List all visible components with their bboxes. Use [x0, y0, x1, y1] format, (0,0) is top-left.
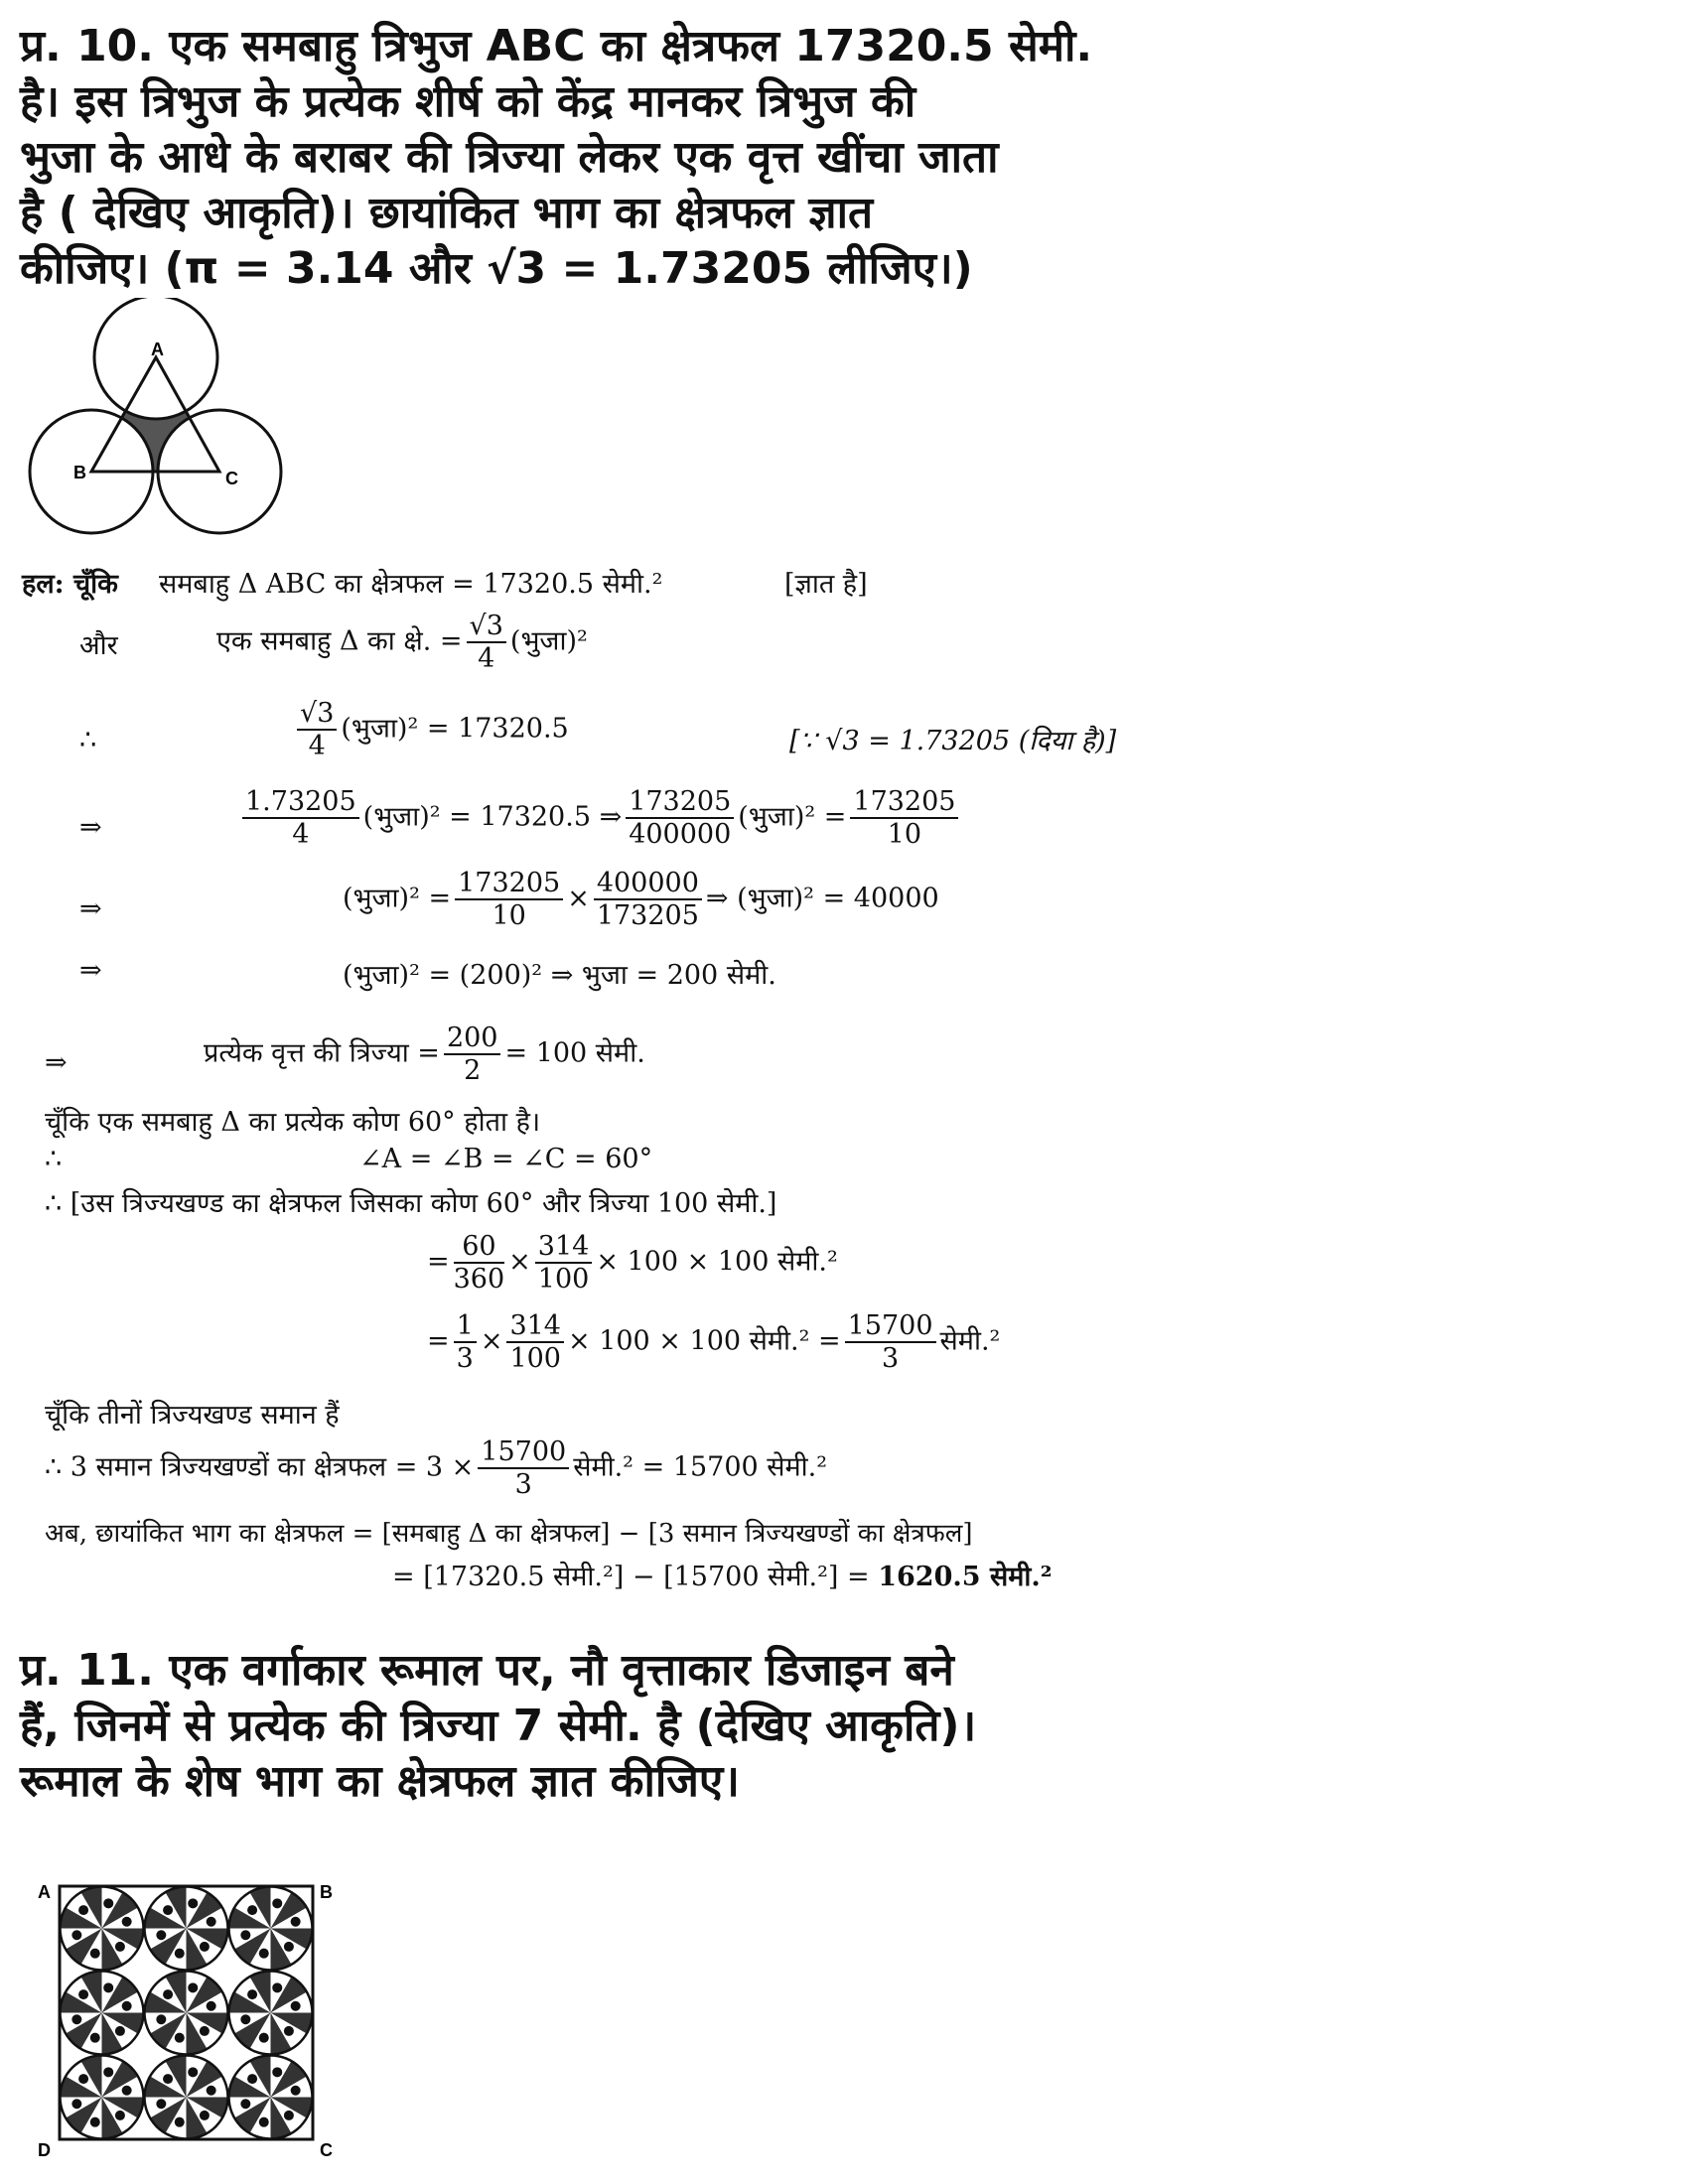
design-dot [240, 2014, 250, 2024]
fraction-denominator: 10 [492, 900, 526, 932]
times-sign: × [480, 1325, 503, 1357]
sol-l11-text: × 100 × 100 सेमी.² [596, 1246, 838, 1278]
design-dot [240, 1930, 250, 1940]
sol-l14-expr [45, 1436, 827, 1500]
design-dot [122, 2086, 132, 2096]
sol-l7-expr [204, 1023, 645, 1086]
circular-design [229, 2056, 313, 2139]
design-dot [188, 1982, 198, 1992]
times-sign: × [567, 883, 590, 914]
vertex-label-b: B [73, 463, 86, 482]
sol-l6-text: (भुजा)² = (200)² ⇒ भुजा = 200 सेमी. [343, 960, 776, 991]
design-dot [247, 1989, 257, 1999]
sol-l2-side: (भुजा)² [509, 625, 588, 657]
fraction-denominator: 100 [537, 1264, 590, 1296]
corner-label-c: C [320, 2140, 333, 2160]
q10-line-4: है ( देखिए आकृति)। छायांकित भाग का क्षेत्रफल ज्ञात [20, 188, 874, 238]
q10-line-1: प्र. 10. एक समबाहु त्रिभुज ABC का क्षेत्रफल 17320.5 सेमी. [20, 21, 1093, 71]
sol-l7-text-2: = 100 सेमी. [504, 1037, 645, 1069]
fraction-denominator: 3 [514, 1469, 532, 1501]
equals-sign: = [427, 1246, 450, 1278]
sol-l2-expr [216, 611, 588, 674]
design-dot [200, 1942, 210, 1952]
design-dot [156, 2014, 166, 2024]
fraction-denominator: 100 [509, 1343, 561, 1375]
design-dot [103, 2067, 113, 2077]
circular-design [145, 1972, 228, 2055]
circular-design [229, 1887, 313, 1971]
design-dot [259, 2033, 269, 2043]
design-dot [207, 1917, 216, 1927]
design-dot [188, 1898, 198, 1908]
design-dot [188, 2067, 198, 2077]
sol-l6-implies: ⇒ [79, 955, 102, 986]
fraction-denominator: 4 [308, 731, 326, 762]
sol-l16 [392, 1557, 1053, 1593]
sol-l3-expr [293, 698, 569, 761]
circular-design [145, 2056, 228, 2139]
sol-l1-note: [ज्ञात है] [784, 569, 868, 600]
handkerchief-figure [30, 1876, 348, 2174]
sol-l14-text: ∴ 3 समान त्रिज्यखण्डों का क्षेत्रफल = 3 × [45, 1451, 475, 1483]
fraction [455, 868, 563, 931]
design-dot [259, 1949, 269, 1959]
design-dot [78, 2074, 88, 2084]
design-dot [259, 2117, 269, 2127]
design-dot [272, 1982, 282, 1992]
sol-l14-text-2: सेमी.² = 15700 सेमी.² [573, 1451, 828, 1483]
final-answer: 1620.5 सेमी.² [878, 1562, 1053, 1592]
sol-l3-note: [∵ √3 = 1.73205 (दिया है)] [789, 726, 1117, 756]
fraction-numerator: 1 [454, 1310, 477, 1343]
fraction-denominator: 173205 [596, 900, 699, 932]
design-dot [207, 2086, 216, 2096]
design-dot [71, 2099, 81, 2109]
design-dot [175, 2033, 185, 2043]
design-dot [71, 2014, 81, 2024]
sol-l7-implies: ⇒ [45, 1047, 68, 1078]
design-dot [90, 1949, 100, 1959]
design-dot [163, 1905, 173, 1915]
circular-design [61, 1972, 144, 2055]
sol-l1-label: हल: चूँकि [22, 569, 118, 600]
fraction [242, 786, 359, 850]
sol-l5-expr [343, 868, 939, 931]
design-dot [175, 2117, 185, 2127]
design-dot [240, 2099, 250, 2109]
design-dot [156, 2099, 166, 2109]
design-dot [175, 1949, 185, 1959]
design-dot [163, 1989, 173, 1999]
design-dot [291, 2001, 301, 2011]
fraction [444, 1023, 501, 1086]
sol-l3-text: (भुजा)² = 17320.5 [341, 713, 569, 745]
fraction-denominator: 4 [292, 819, 310, 851]
sol-l5-text-2: ⇒ (भुजा)² = 40000 [705, 883, 939, 914]
sol-l13: चूँकि तीनों त्रिज्यखण्ड समान हैं [45, 1400, 340, 1431]
fraction [506, 1310, 564, 1374]
sol-l7-text: प्रत्येक वृत्त की त्रिज्या = [204, 1037, 440, 1069]
fraction [467, 611, 506, 674]
design-dot [90, 2033, 100, 2043]
design-dot [291, 1917, 301, 1927]
sol-l11-expr [427, 1231, 838, 1295]
sol-l5-implies: ⇒ [79, 893, 102, 924]
design-dot [272, 1898, 282, 1908]
corner-label-d: D [38, 2140, 51, 2160]
fraction [297, 698, 337, 761]
design-dot [103, 1982, 113, 1992]
circular-design [61, 2056, 144, 2139]
design-dot [247, 2074, 257, 2084]
vertex-label-c: C [225, 469, 238, 488]
design-dot [200, 2026, 210, 2036]
sol-l15: अब, छायांकित भाग का क्षेत्रफल = [समबाहु Δ का क्षेत्रफल] − [3 समान त्रिज्यखण्डों का क्षेत्रफल] [45, 1519, 973, 1549]
sol-l9-therefore: ∴ [45, 1144, 63, 1174]
q11-line-2: हैं, जिनमें से प्रत्येक की त्रिज्या 7 सेमी. है (देखिए आकृति)। [20, 1701, 977, 1751]
design-dot [163, 2074, 173, 2084]
design-dot [284, 2026, 294, 2036]
q10-line-3: भुजा के आधे के बराबर की त्रिज्या लेकर एक वृत्त खींचा जाता [20, 132, 999, 183]
fraction [594, 868, 702, 931]
circular-design [229, 1972, 313, 2055]
fraction-denominator: 400000 [629, 819, 732, 851]
sol-l12-text: × 100 × 100 सेमी.² = [567, 1325, 841, 1357]
fraction-denominator: 3 [456, 1343, 474, 1375]
fraction-numerator: √3 [297, 698, 337, 731]
q10-line-2: है। इस त्रिभुज के प्रत्येक शीर्ष को केंद्र मानकर त्रिभुज की [20, 76, 916, 127]
fraction-numerator: 15700 [478, 1436, 569, 1469]
design-dot [284, 2111, 294, 2120]
fraction [626, 786, 734, 850]
fraction-numerator: 1.73205 [242, 786, 359, 819]
design-dot [90, 2117, 100, 2127]
equals-sign: = [427, 1325, 450, 1357]
q11-line-3: रूमाल के शेष भाग का क्षेत्रफल ज्ञात कीजिए। [20, 1756, 740, 1807]
design-dot [156, 1930, 166, 1940]
design-dot [71, 1930, 81, 1940]
circular-design [61, 1887, 144, 1971]
sol-l4-expr [238, 786, 962, 850]
fraction-denominator: 360 [453, 1264, 505, 1296]
sol-l8: चूँकि एक समबाहु Δ का प्रत्येक कोण 60° होता है। [45, 1107, 541, 1138]
q11-line-1: प्र. 11. एक वर्गाकार रूमाल पर, नौ वृत्ताकार डिजाइन बने [20, 1645, 954, 1696]
vertex-label-a: A [151, 340, 164, 359]
fraction [478, 1436, 569, 1500]
design-dot [284, 1942, 294, 1952]
sol-l1-text: समबाहु Δ ABC का क्षेत्रफल = 17320.5 सेमी.² [159, 569, 663, 600]
fraction-numerator: 173205 [626, 786, 734, 819]
fraction-numerator: 314 [506, 1310, 564, 1343]
design-dot [247, 1905, 257, 1915]
fraction-denominator: 2 [464, 1055, 482, 1087]
design-dot [122, 2001, 132, 2011]
design-dot [207, 2001, 216, 2011]
fraction [535, 1231, 593, 1295]
fraction-denominator: 3 [882, 1343, 900, 1375]
fraction-numerator: 173205 [850, 786, 958, 819]
corner-label-a: A [38, 1882, 51, 1902]
fraction-numerator: √3 [467, 611, 506, 643]
corner-label-b: B [320, 1882, 333, 1902]
sol-l3-therefore: ∴ [79, 725, 97, 755]
q10-line-5: कीजिए। (π = 3.14 और √3 = 1.73205 लीजिए।) [20, 243, 973, 294]
design-dot [115, 2111, 125, 2120]
times-sign: × [508, 1246, 531, 1278]
fraction-numerator: 173205 [455, 868, 563, 900]
fraction-numerator: 314 [535, 1231, 593, 1264]
design-dot [291, 2086, 301, 2096]
triangle-circles-figure [20, 298, 288, 536]
design-dot [200, 2111, 210, 2120]
design-dot [272, 2067, 282, 2077]
fraction-numerator: 60 [454, 1231, 505, 1264]
fraction [454, 1231, 505, 1295]
sol-l4-text-2: (भुजा)² = [738, 801, 847, 833]
sol-l12-text-2: सेमी.² [939, 1325, 1001, 1357]
sol-l9-text: ∠A = ∠B = ∠C = 60° [359, 1144, 653, 1174]
sol-l2-text: एक समबाहु Δ का क्षे. = [216, 625, 463, 657]
fraction [845, 1310, 936, 1374]
fraction-numerator: 400000 [594, 868, 702, 900]
sol-l12-expr [427, 1310, 1000, 1374]
sol-l4-implies: ⇒ [79, 812, 102, 843]
design-dot [103, 1898, 113, 1908]
sol-l16-text: = [17320.5 सेमी.²] − [15700 सेमी.²] = [392, 1562, 870, 1592]
fraction-denominator: 10 [887, 819, 922, 851]
fraction-numerator: 200 [444, 1023, 501, 1055]
design-dot [122, 1917, 132, 1927]
design-dot [78, 1905, 88, 1915]
design-dot [115, 1942, 125, 1952]
sol-l2-label: और [79, 630, 118, 661]
sol-l10: ∴ [उस त्रिज्यखण्ड का क्षेत्रफल जिसका कोण 60° और त्रिज्या 100 सेमी.] [45, 1188, 777, 1219]
circular-design [145, 1887, 228, 1971]
sol-l4-text: (भुजा)² = 17320.5 ⇒ [362, 801, 623, 833]
design-dot [78, 1989, 88, 1999]
fraction [850, 786, 958, 850]
fraction [454, 1310, 477, 1374]
fraction-numerator: 15700 [845, 1310, 936, 1343]
sol-l5-text: (भुजा)² = [343, 883, 452, 914]
design-dot [115, 2026, 125, 2036]
fraction-denominator: 4 [478, 643, 495, 675]
